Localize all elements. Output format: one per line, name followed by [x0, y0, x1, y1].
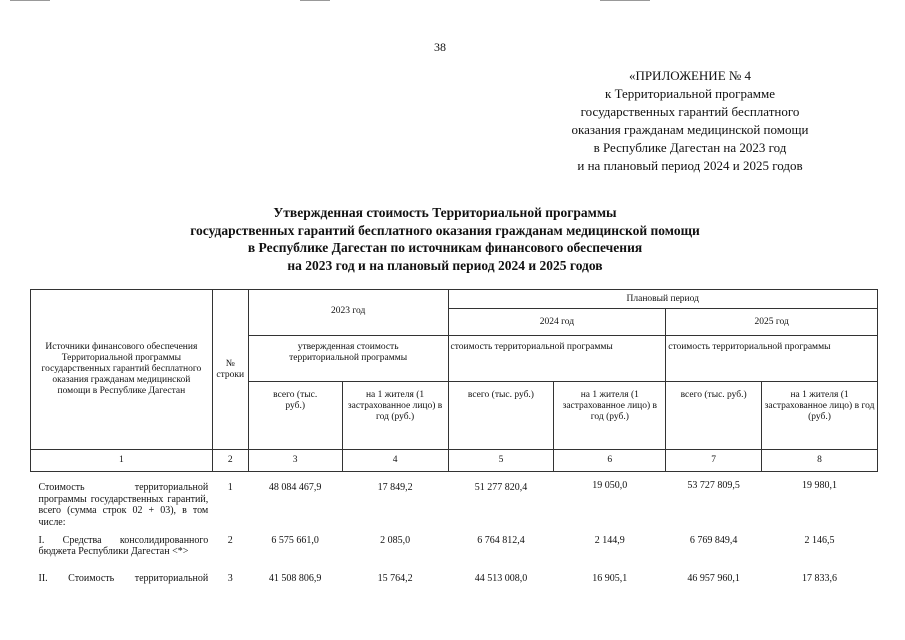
column-number-row [31, 450, 878, 472]
column-number: 5 [448, 450, 554, 472]
appendix-heading [540, 67, 840, 175]
header-year-2023: 2023 год [248, 290, 448, 336]
page-number: 38 [434, 40, 446, 54]
header-per-capita-2023: на 1 жителя (1 застрахованное лицо) в год (руб.) [342, 382, 448, 450]
column-number: 3 [248, 450, 342, 472]
column-number: 8 [762, 450, 878, 472]
header-year-2025: 2025 год [666, 309, 878, 336]
row-name: Стоимость территориальной программы государственных гарантий, всего (сумма строк 02 + 03), в том числе: [38, 482, 209, 528]
header-total-2023: всего (тыс. руб.) [248, 382, 342, 450]
row-value: 53 727 809,5 [687, 480, 740, 491]
row-number: 3 [227, 572, 233, 584]
row-value: 2 085,0 [380, 534, 411, 546]
column-number: 2 [212, 450, 248, 472]
row-value: 48 084 467,9 [268, 482, 322, 493]
row-value: 17 849,2 [377, 482, 413, 493]
title-line: в Республике Дагестан по источникам финансового обеспечения [247, 240, 643, 255]
row-value: 15 764,2 [377, 572, 413, 584]
column-number: 4 [342, 450, 448, 472]
row-value: 2 146,5 [804, 534, 835, 546]
row-value: 6 769 849,4 [689, 534, 738, 546]
row-value: 16 905,1 [592, 572, 628, 584]
row-value: 6 575 661,0 [271, 534, 319, 546]
row-value: 51 277 820,4 [474, 482, 528, 493]
row-number: 2 [227, 534, 233, 546]
column-number: 7 [666, 450, 762, 472]
appendix-line: государственных гарантий бесплатного [580, 104, 800, 119]
header-per-capita-2025: на 1 жителя (1 застрахованное лицо) в год (руб.) [762, 382, 878, 450]
header-row-number: № строки [212, 290, 248, 450]
scan-artifact [10, 0, 50, 1]
appendix-line: и на плановый период 2024 и 2025 годов [577, 158, 803, 173]
header-approved-cost: утвержденная стоимость территориальной программы [248, 336, 448, 382]
appendix-line: в Республике Дагестан на 2023 год [593, 140, 787, 155]
row-value: 6 764 812,4 [477, 534, 525, 546]
scan-artifact [300, 0, 330, 1]
row-value: 19 050,0 [592, 480, 628, 491]
header-per-capita-2024: на 1 жителя (1 застрахованное лицо) в год (руб.) [554, 382, 666, 450]
header-total-2025: всего (тыс. руб.) [666, 382, 762, 450]
row-value: 19 980,1 [802, 480, 838, 491]
table-row [31, 572, 878, 596]
row-value: 41 508 806,9 [268, 572, 322, 584]
column-number: 1 [31, 450, 213, 472]
cost-table [30, 289, 878, 596]
header-planned-period: Плановый период [448, 290, 877, 309]
row-value: 2 144,9 [594, 534, 625, 546]
appendix-line: к Территориальной программе [605, 86, 775, 101]
appendix-line: «ПРИЛОЖЕНИЕ № 4 [628, 68, 752, 83]
appendix-line: оказания гражданам медицинской помощи [571, 122, 809, 137]
title-line: государственных гарантий бесплатного оказания гражданам медицинской помощи [190, 222, 700, 238]
row-name: II. Стоимость территориальной [38, 572, 209, 584]
header-source: Источники финансового обеспечения Территориальной программы государственных гарантий бесплатного оказания гражданам медицинской помощи в Республике Дагестан [31, 290, 213, 450]
row-number: 1 [227, 482, 233, 493]
row-value: 46 957 960,1 [687, 572, 740, 584]
table-row [31, 534, 878, 572]
header-total-2024: всего (тыс. руб.) [448, 382, 554, 450]
row-value: 44 513 008,0 [474, 572, 528, 584]
row-name: I. Средства консолидированного бюджета Республики Дагестан <*> [38, 534, 209, 557]
column-number: 6 [554, 450, 666, 472]
title-line: на 2023 год и на плановый период 2024 и 2025 годов [287, 257, 603, 273]
header-program-cost-2025: стоимость территориальной программы [666, 336, 878, 382]
header-year-2024: 2024 год [448, 309, 666, 336]
table-row [31, 472, 878, 534]
header-program-cost-2024: стоимость территориальной программы [448, 336, 666, 382]
document-title [130, 204, 760, 274]
title-line: Утвержденная стоимость Территориальной программы [273, 205, 617, 220]
row-value: 17 833,6 [802, 572, 838, 584]
scan-artifact [600, 0, 650, 1]
